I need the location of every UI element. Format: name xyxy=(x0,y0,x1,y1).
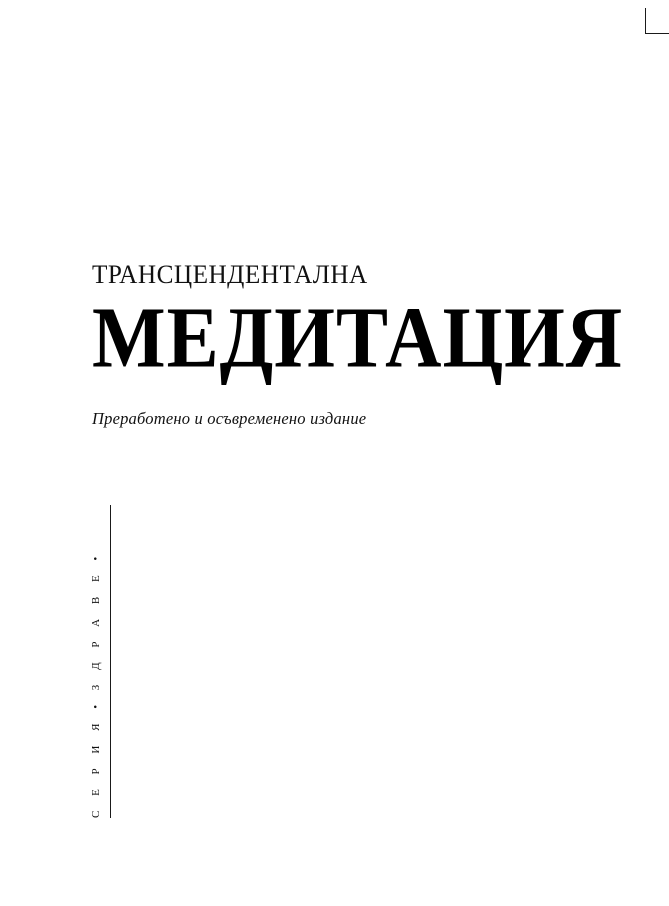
edition-subtitle: Преработено и осъвременено издание xyxy=(92,409,367,428)
series-label: С Е Р И Я • З Д Р А В Е • xyxy=(90,550,102,818)
page-title: МЕДИТАЦИЯ xyxy=(92,288,624,386)
crop-mark-vertical xyxy=(645,8,646,34)
crop-mark-horizontal xyxy=(645,33,669,34)
series-divider-rule xyxy=(110,505,111,818)
title-block xyxy=(92,260,624,386)
title-kicker: ТРАНСЦЕНДЕНТАЛНА xyxy=(92,260,368,289)
